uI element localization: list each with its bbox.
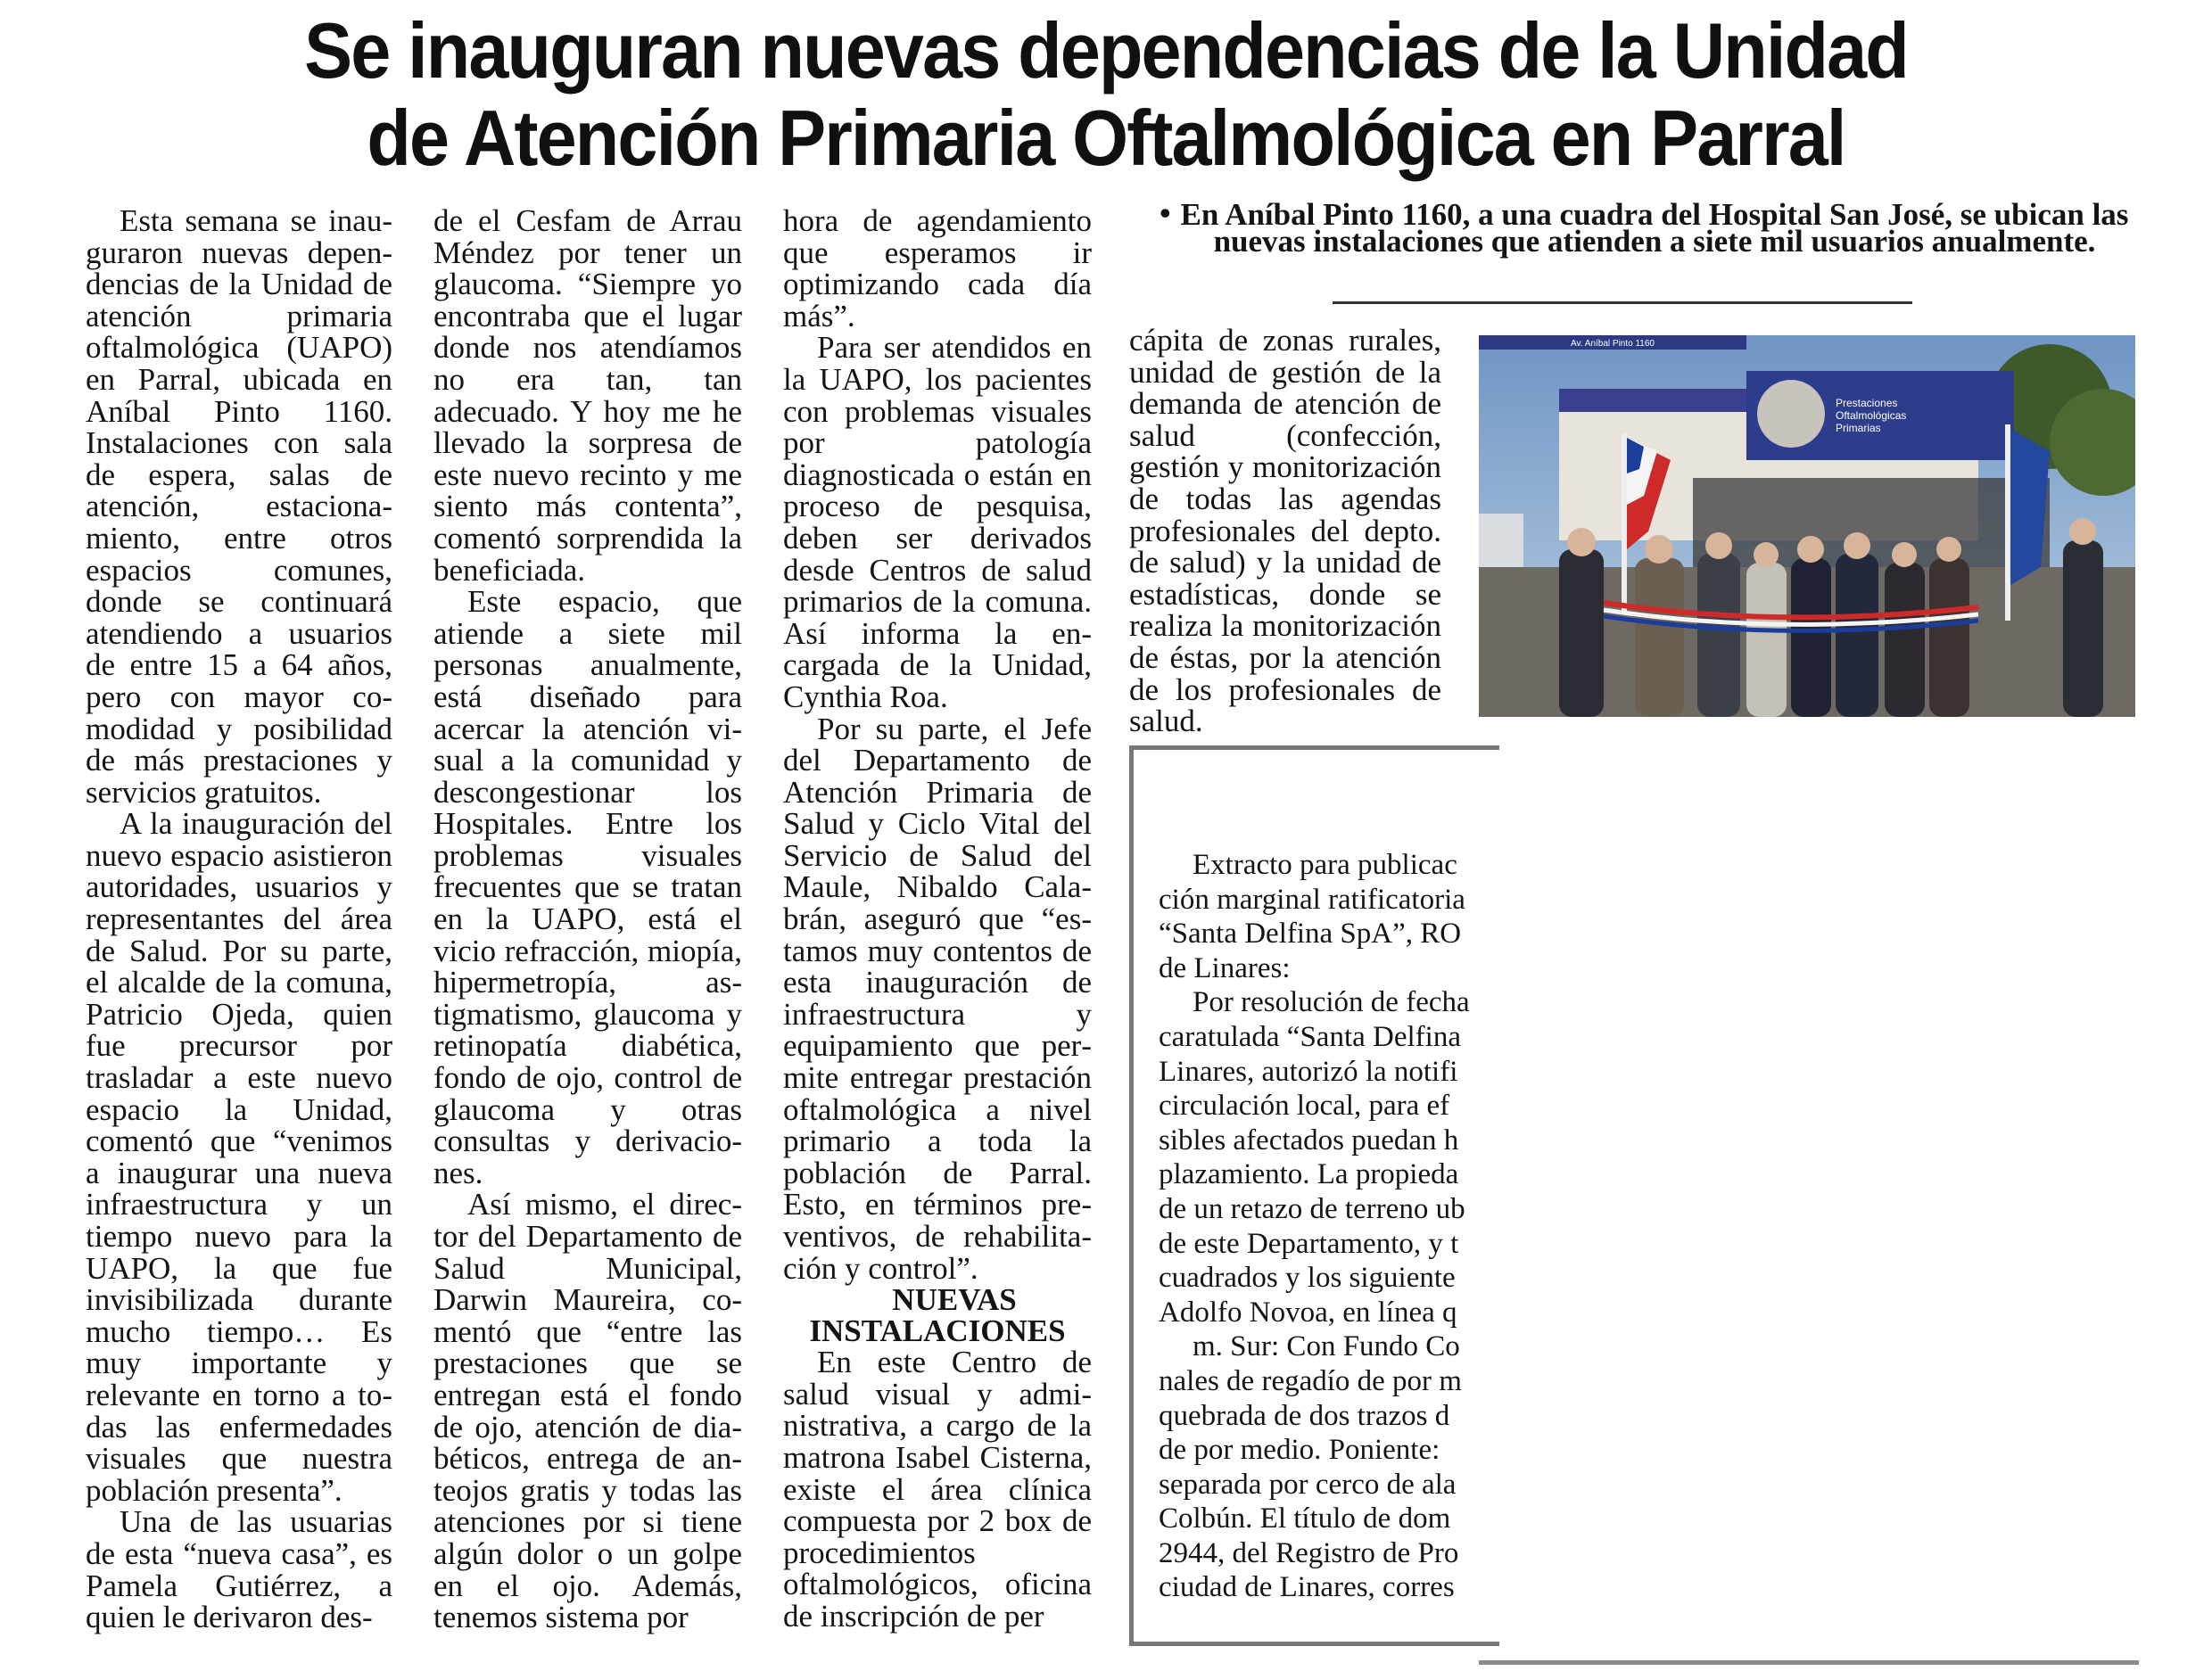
ribbon-cutting-photo — [1479, 335, 2135, 717]
kicker-text: En Aníbal Pinto 1160, a una cuadra del Hospital San José, se ubican las nuevas instalaciones que atienden a siete mil usuarios anualmente. — [1180, 197, 2129, 259]
notice-line: Extracto para publicac — [1193, 849, 1457, 881]
photo-illustration — [1479, 335, 2135, 717]
paragraph: Para ser atendidos en la UAPO, los pacientes con problemas visuales por patología diagnosticada o están en proceso de pesquisa, deben ser derivados desde Centros de salud primarios de la comuna. Así informa la encargada de la Unidad, Cynthia Roa. — [783, 330, 1092, 714]
notice-line: sibles afectados puedan h — [1159, 1124, 1459, 1157]
kicker — [1160, 195, 2150, 259]
paragraph: hora de agendamiento que esperamos ir optimizando cada día más”. — [783, 205, 1092, 333]
notice-line: circulación local, para ef — [1159, 1090, 1450, 1123]
notice-line: nales de regadío de por m — [1159, 1364, 1462, 1397]
article-column-2 — [433, 205, 742, 1650]
notice-line: 2944, del Registro de Pro — [1159, 1536, 1459, 1569]
kicker-divider — [1333, 301, 1912, 304]
bottom-divider — [1479, 1660, 2139, 1665]
notice-line: separada por cerco de ala — [1159, 1468, 1457, 1501]
sign-line-3: Primarias — [1836, 422, 1881, 434]
article-column-1 — [86, 205, 392, 1650]
article-column-3 — [783, 205, 1092, 1650]
legal-notice-box — [1129, 745, 1499, 1646]
street-sign: Av. Aníbal Pinto 1160 — [1571, 339, 1655, 349]
legal-notice-text — [1159, 848, 1499, 1605]
notice-line: de por medio. Poniente: — [1159, 1434, 1440, 1467]
paragraph: Por su parte, el Jefe del Departamento de Atención Primaria de Salud y Ciclo Vital del Servicio de Salud del Maule, Nibaldo Calabrán, aseguró que “estamos muy contentos de esta inauguración de infraestructura y equipamiento que permite entregar prestación oftalmológica a nivel primario a toda la población de Parral. Esto, en términos preventivos, de rehabilitación y control”. — [783, 711, 1092, 1286]
headline-line-2: de Atención Primaria Oftalmológica en Parral — [367, 94, 1845, 182]
notice-line: Linares, autorizó la notifi — [1159, 1055, 1458, 1088]
headline — [154, 7, 2058, 182]
paragraph: Así mismo, el director del Departamento de Salud Municipal, Darwin Maureira, comentó que “entre las prestaciones que se entregan está el fondo de ojo, atención de diabéticos, entrega de anteojos gratis y todas las atenciones por si tiene algún dolor o un golpe en el ojo. Además, tenemos sistema por — [433, 1187, 742, 1635]
notice-line: m. Sur: Con Fundo Co — [1193, 1330, 1460, 1363]
bullet-icon: • — [1160, 195, 1171, 231]
paragraph: En este Centro de salud visual y administrativa, a cargo de la matrona Isabel Cisterna, existe el área clínica compuesta por 2 box de procedimientos oftalmológicos, oficina de inscripción de per — [783, 1345, 1092, 1634]
paragraph: A la inauguración del nuevo espacio asistieron autoridades, usuarios y representantes del área de Salud. Por su parte, el alcalde de la comuna, Patricio Ojeda, quien fue precursor por trasladar a este nuevo espacio la Unidad, comentó que “venimos a inaugurar una nueva infraestructura y un tiempo nuevo para la UAPO, la que fue invisibilizada durante mucho tiempo… Es muy importante y relevante en torno a todas las enfermedades visuales que nuestra población presenta”. — [86, 806, 392, 1508]
notice-line: Colbún. El título de dom — [1159, 1502, 1451, 1535]
paragraph: de el Cesfam de Arrau Méndez por tener un glaucoma. “Siempre yo encontraba que el lugar donde nos atendíamos no era tan, tan adecuado. Y hoy me he llevado la sorpresa de este nuevo recinto y me siento más contenta”, comentó sorprendida la beneficiada. — [433, 205, 742, 588]
notice-line: ción marginal ratificatoria — [1159, 883, 1465, 916]
section-subhead: NUEVAS INSTALACIONES — [809, 1282, 1066, 1349]
paragraph: cápita de zonas rurales, unidad de gestión de la demanda de atención de salud (confección, gestión y monitorización de todas las agendas profesionales del depto. de salud) y la unidad de estadísticas, donde se realiza la monitorización de éstas, por la atención de los profesionales de salud. — [1129, 325, 1441, 739]
notice-line: quebrada de dos trazos d — [1159, 1399, 1450, 1432]
notice-line: plazamiento. La propieda — [1159, 1158, 1459, 1191]
notice-line: de un retazo de terreno ub — [1159, 1192, 1465, 1225]
notice-line: cuadrados y los siguiente — [1159, 1262, 1456, 1295]
sign-line-1: Prestaciones — [1836, 397, 1898, 409]
notice-line: “Santa Delfina SpA”, RO — [1159, 918, 1462, 951]
sign-line-2: Oftalmológicas — [1836, 409, 1907, 422]
notice-line: Adolfo Novoa, en línea q — [1159, 1296, 1457, 1329]
notice-line: Por resolución de fecha — [1193, 986, 1470, 1019]
notice-line: caratulada “Santa Delfina — [1159, 1020, 1461, 1053]
paragraph: Este espacio, que atiende a siete mil personas anualmente, está diseñado para acercar la atención visual a la comunidad y descongestionar los Hospitales. Entre los problemas visuales frecuentes que se tratan en la UAPO, está el vicio refracción, miopía, hipermetropía, astigmatismo, glaucoma y retinopatía diabética, fondo de ojo, control de glaucoma y otras consultas y derivaciones. — [433, 584, 742, 1190]
article-column-4 — [1129, 325, 1441, 744]
paragraph: Esta semana se inauguraron nuevas dependencias de la Unidad de atención primaria oftalmológica (UAPO) en Parral, ubicada en Aníbal Pinto 1160. Instalaciones con sala de espera, salas de atención, estacionamiento, entre otros espacios comunes, donde se continuará atendiendo a usuarios de entre 15 a 64 años, pero con mayor comodidad y posibilidad de más prestaciones y servicios gratuitos. — [86, 205, 392, 810]
notice-line: de Linares: — [1159, 951, 1291, 984]
notice-line: ciudad de Linares, corres — [1159, 1571, 1455, 1604]
notice-line: de este Departamento, y t — [1159, 1227, 1459, 1260]
paragraph: Una de las usuarias de esta “nueva casa”, es Pamela Gutiérrez, a quien le derivaron des- — [86, 1504, 392, 1635]
headline-line-1: Se inauguran nuevas dependencias de la Unidad — [304, 6, 1908, 95]
